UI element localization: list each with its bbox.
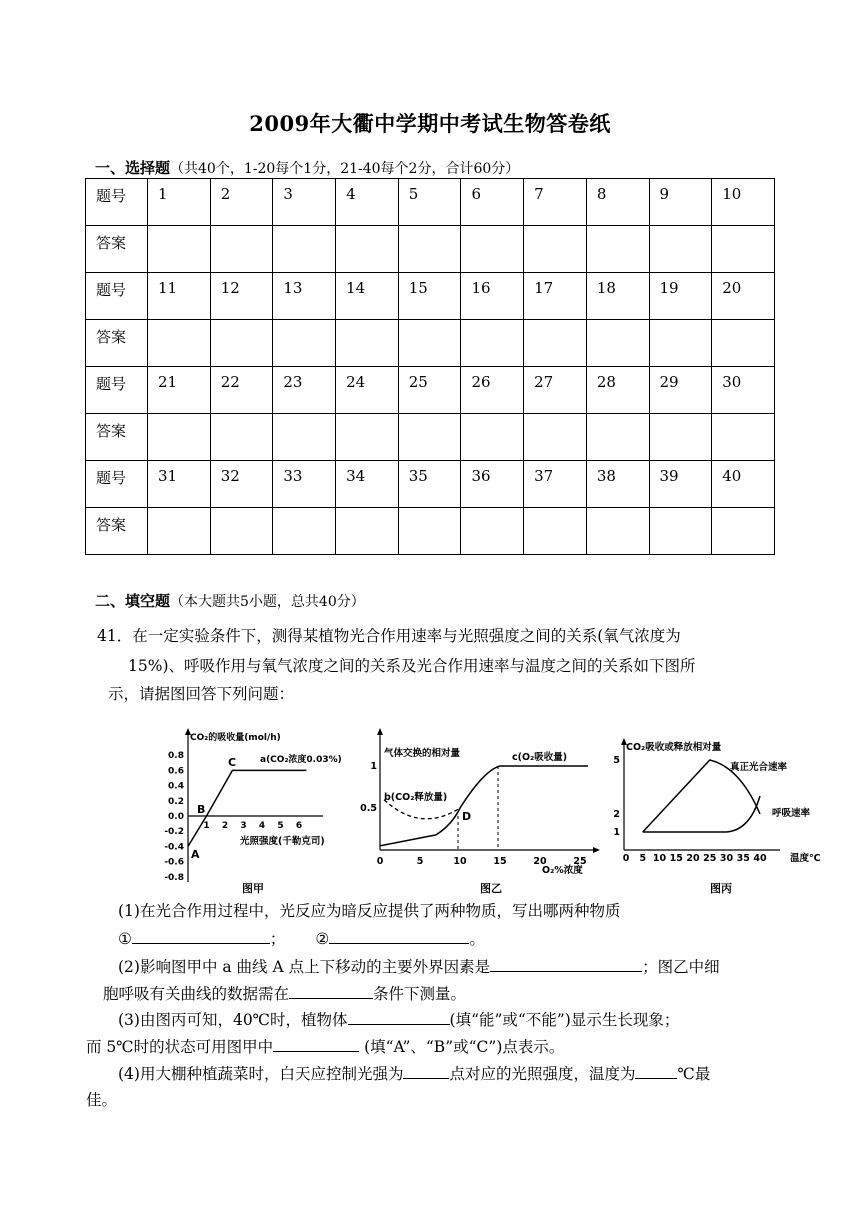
answer-row xyxy=(86,320,775,367)
question-number: 25 xyxy=(398,367,461,414)
question-number: 33 xyxy=(273,461,336,508)
blank-4-1[interactable] xyxy=(403,1061,449,1079)
question-number: 29 xyxy=(649,367,712,414)
answer-cell[interactable] xyxy=(649,320,712,367)
question-number: 22 xyxy=(210,367,273,414)
yi-y-tick: 0.5 xyxy=(360,803,377,814)
question-number: 38 xyxy=(586,461,649,508)
answer-table xyxy=(85,178,775,555)
question-number: 10 xyxy=(712,179,775,226)
answer-cell[interactable] xyxy=(398,414,461,461)
answer-cell[interactable] xyxy=(210,320,273,367)
answer-cell[interactable] xyxy=(336,226,399,273)
blank-3-2[interactable] xyxy=(273,1034,359,1052)
row-label: 题号 xyxy=(86,273,148,320)
blank-1-1[interactable] xyxy=(132,926,270,944)
answer-cell[interactable] xyxy=(712,320,775,367)
q41-part1-mark1: ① xyxy=(118,930,132,948)
bing-series-resp: 呼吸速率 xyxy=(772,808,811,819)
yi-x-tick: 5 xyxy=(416,856,424,867)
question-number: 18 xyxy=(586,273,649,320)
q41-part1-blanks xyxy=(118,926,485,953)
q41-part2 xyxy=(118,954,720,981)
answer-cell[interactable] xyxy=(712,508,775,555)
question-number: 26 xyxy=(461,367,524,414)
bing-x-tick: 0 xyxy=(622,853,630,864)
jia-point-b: B xyxy=(197,803,206,816)
bing-x-tick: 30 xyxy=(719,853,734,864)
q41-part3-d: (填“A”、“B”或“C”)点表示。 xyxy=(359,1038,565,1056)
bing-xlabel: 温度℃ xyxy=(790,853,821,864)
answer-row xyxy=(86,414,775,461)
question-number: 31 xyxy=(148,461,211,508)
answer-cell[interactable] xyxy=(398,508,461,555)
question-number: 8 xyxy=(586,179,649,226)
bing-ylabel: CO₂吸收或释放相对量 xyxy=(626,742,722,753)
jia-point-a: A xyxy=(191,848,200,861)
row-label: 题号 xyxy=(86,179,148,226)
q41-intro-1: 41．在一定实验条件下，测得某植物光合作用速率与光照强度之间的关系(氧气浓度为 xyxy=(97,627,681,645)
question-number: 4 xyxy=(336,179,399,226)
answer-cell[interactable] xyxy=(586,226,649,273)
row-label: 答案 xyxy=(86,508,148,555)
q41-part2-cont xyxy=(103,981,466,1008)
jia-caption: 图甲 xyxy=(242,882,264,895)
answer-cell[interactable] xyxy=(461,508,524,555)
jia-x-tick: 6 xyxy=(295,821,303,831)
bing-x-tick: 35 xyxy=(736,853,750,864)
question-number-row xyxy=(86,273,775,320)
blank-3-1[interactable] xyxy=(348,1007,450,1025)
jia-y-tick: 0.6 xyxy=(168,766,184,777)
question-number: 5 xyxy=(398,179,461,226)
question-number: 3 xyxy=(273,179,336,226)
yi-x-tick: 10 xyxy=(453,856,467,867)
question-number: 39 xyxy=(649,461,712,508)
answer-row xyxy=(86,508,775,555)
q41-part2-b: ；图乙中细 xyxy=(642,958,720,976)
section2-note: （本大题共5小题，总共40分） xyxy=(170,594,365,610)
chart-jia xyxy=(164,728,341,895)
question-number-row xyxy=(86,461,775,508)
question-number: 16 xyxy=(461,273,524,320)
q41-part3-c: 而 5℃时的状态可用图甲中 xyxy=(86,1038,274,1056)
blank-4-2[interactable] xyxy=(635,1061,677,1079)
jia-x-tick: 4 xyxy=(258,821,266,831)
q41-part2-c: 胞呼吸有关曲线的数据需在 xyxy=(103,985,290,1003)
question-number: 36 xyxy=(461,461,524,508)
q41-part4-c: ℃最 xyxy=(677,1065,711,1083)
jia-y-tick: -0.2 xyxy=(164,827,184,838)
jia-x-tick: 1 xyxy=(203,821,210,831)
question-number: 7 xyxy=(524,179,587,226)
bing-y-tick: 1 xyxy=(613,827,620,838)
bing-y-tick: 5 xyxy=(613,755,620,766)
answer-cell[interactable] xyxy=(524,508,587,555)
yi-xlabel: O₂%浓度 xyxy=(542,865,583,876)
bing-caption: 图丙 xyxy=(710,882,732,895)
jia-x-tick: 2 xyxy=(221,821,229,831)
q41-intro-2: 15%)、呼吸作用与氧气浓度之间的关系及光合作用速率与温度之间的关系如下图所 xyxy=(128,657,696,675)
bing-x-tick: 25 xyxy=(703,853,717,864)
figure-row xyxy=(140,720,860,900)
row-label: 答案 xyxy=(86,414,148,461)
question-number: 28 xyxy=(586,367,649,414)
q41-part4-cont: 佳。 xyxy=(86,1091,118,1109)
jia-y-tick: 0.0 xyxy=(168,812,184,822)
q41-intro-3: 示，请据图回答下列问题： xyxy=(108,685,295,703)
question-number: 11 xyxy=(148,273,211,320)
answer-cell[interactable] xyxy=(586,320,649,367)
jia-y-tick: -0.8 xyxy=(164,872,184,883)
yi-series-c: c(O₂吸收量) xyxy=(512,752,568,763)
answer-cell[interactable] xyxy=(273,226,336,273)
answer-cell[interactable] xyxy=(712,226,775,273)
question-number: 40 xyxy=(712,461,775,508)
question-number: 15 xyxy=(398,273,461,320)
bing-y-tick: 2 xyxy=(613,809,620,820)
answer-cell[interactable] xyxy=(524,226,587,273)
answer-row xyxy=(86,226,775,273)
q41-part3-a: (3)由图丙可知，40℃时，植物体 xyxy=(118,1011,348,1029)
q41-part1-mark2: ② xyxy=(315,930,330,948)
yi-x-tick: 0 xyxy=(376,856,384,867)
blank-1-2[interactable] xyxy=(329,926,469,944)
bing-series-photo: 真正光合速率 xyxy=(730,762,788,773)
answer-cell[interactable] xyxy=(524,320,587,367)
answer-cell[interactable] xyxy=(461,226,524,273)
jia-ylabel: CO₂的吸收量(mol/h) xyxy=(190,733,281,743)
question-number: 13 xyxy=(273,273,336,320)
bing-x-tick: 20 xyxy=(686,853,700,864)
answer-cell[interactable] xyxy=(210,414,273,461)
answer-cell[interactable] xyxy=(148,320,211,367)
bing-x-tick: 40 xyxy=(753,853,767,864)
yi-x-tick: 15 xyxy=(493,856,507,867)
section2-title: 二、填空题 xyxy=(95,592,171,610)
answer-cell[interactable] xyxy=(398,226,461,273)
section1-title: 一、选择题 xyxy=(95,159,171,177)
question-number: 24 xyxy=(336,367,399,414)
answer-cell[interactable] xyxy=(398,320,461,367)
q41-part3-b: (填“能”或“不能”)显示生长现象； xyxy=(449,1011,680,1029)
question-number: 37 xyxy=(524,461,587,508)
q41-part4 xyxy=(118,1061,710,1088)
answer-cell[interactable] xyxy=(273,320,336,367)
q41-part1-sep: ； xyxy=(269,930,286,948)
answer-cell[interactable] xyxy=(649,226,712,273)
answer-cell[interactable] xyxy=(649,508,712,555)
yi-x-tick: 20 xyxy=(533,856,547,867)
yi-y-tick: 1 xyxy=(370,761,377,772)
answer-cell[interactable] xyxy=(148,508,211,555)
yi-series-b: b(CO₂释放量) xyxy=(384,792,448,803)
q41-part4-b: 点对应的光照强度，温度为 xyxy=(449,1065,636,1083)
question-number: 32 xyxy=(210,461,273,508)
question-number: 30 xyxy=(712,367,775,414)
yi-caption: 图乙 xyxy=(480,882,502,895)
row-label: 题号 xyxy=(86,367,148,414)
answer-cell[interactable] xyxy=(461,414,524,461)
answer-cell[interactable] xyxy=(461,320,524,367)
answer-cell[interactable] xyxy=(336,508,399,555)
q41-part1: (1)在光合作用过程中，光反应为暗反应提供了两种物质，写出哪两种物质 xyxy=(118,902,621,920)
jia-y-tick: 0.4 xyxy=(168,781,184,792)
section1-heading xyxy=(95,157,519,178)
section2-heading xyxy=(95,590,365,611)
jia-x-tick: 5 xyxy=(277,821,284,831)
q41-part3 xyxy=(118,1007,679,1034)
answer-cell[interactable] xyxy=(649,414,712,461)
question-number: 1 xyxy=(148,179,211,226)
question-number: 20 xyxy=(712,273,775,320)
question-number-row xyxy=(86,367,775,414)
question-number: 14 xyxy=(336,273,399,320)
yi-ylabel: 气体交换的相对量 xyxy=(384,748,461,759)
question-number: 34 xyxy=(336,461,399,508)
row-label: 答案 xyxy=(86,320,148,367)
question-number-row xyxy=(86,179,775,226)
bing-x-tick: 5 xyxy=(639,853,647,864)
q41-part2-d: 条件下测量。 xyxy=(373,985,467,1003)
jia-series-label: a(CO₂浓度0.03%) xyxy=(260,755,342,765)
q41-part3-cont xyxy=(86,1034,564,1061)
answer-cell[interactable] xyxy=(586,508,649,555)
question-number: 23 xyxy=(273,367,336,414)
question-number: 35 xyxy=(398,461,461,508)
question-number: 19 xyxy=(649,273,712,320)
answer-cell[interactable] xyxy=(712,414,775,461)
question-number: 2 xyxy=(210,179,273,226)
q41-part4-a: (4)用大棚种植蔬菜时，白天应控制光强为 xyxy=(118,1065,404,1083)
jia-point-c: C xyxy=(228,756,237,769)
answer-cell[interactable] xyxy=(210,508,273,555)
question-number: 17 xyxy=(524,273,587,320)
jia-x-tick: 3 xyxy=(240,821,247,831)
answer-cell[interactable] xyxy=(148,226,211,273)
jia-y-tick: 0.8 xyxy=(168,751,184,762)
jia-y-tick: -0.4 xyxy=(164,842,184,853)
page-title: 2009年大衢中学期中考试生物答卷纸 xyxy=(249,111,611,136)
question-number: 12 xyxy=(210,273,273,320)
question-number: 27 xyxy=(524,367,587,414)
answer-cell[interactable] xyxy=(210,226,273,273)
jia-y-tick: 0.2 xyxy=(168,796,184,807)
answer-cell[interactable] xyxy=(586,414,649,461)
q41-part2-a: (2)影响图甲中 a 曲线 A 点上下移动的主要外界因素是 xyxy=(118,958,491,976)
question-number: 9 xyxy=(649,179,712,226)
yi-point-d: D xyxy=(462,810,472,823)
question-number: 21 xyxy=(148,367,211,414)
q41-part1-end: 。 xyxy=(469,930,485,948)
bing-x-tick: 10 xyxy=(652,853,667,864)
jia-y-tick: -0.6 xyxy=(164,857,184,868)
row-label: 题号 xyxy=(86,461,148,508)
chart-bing xyxy=(613,738,820,895)
bing-x-tick: 15 xyxy=(669,853,683,864)
jia-xlabel: 光照强度(千勒克司) xyxy=(240,836,325,847)
section1-note: （共40个，1-20每个1分，21-40每个2分，合计60分） xyxy=(170,161,520,177)
question-number: 6 xyxy=(461,179,524,226)
chart-yi xyxy=(360,728,600,895)
yi-x-tick: 25 xyxy=(573,856,587,867)
blank-2-1[interactable] xyxy=(490,954,642,972)
row-label: 答案 xyxy=(86,226,148,273)
answer-cell[interactable] xyxy=(273,414,336,461)
blank-2-2[interactable] xyxy=(289,981,373,999)
answer-cell[interactable] xyxy=(148,414,211,461)
answer-cell[interactable] xyxy=(524,414,587,461)
answer-cell[interactable] xyxy=(336,320,399,367)
answer-cell[interactable] xyxy=(273,508,336,555)
answer-cell[interactable] xyxy=(336,414,399,461)
